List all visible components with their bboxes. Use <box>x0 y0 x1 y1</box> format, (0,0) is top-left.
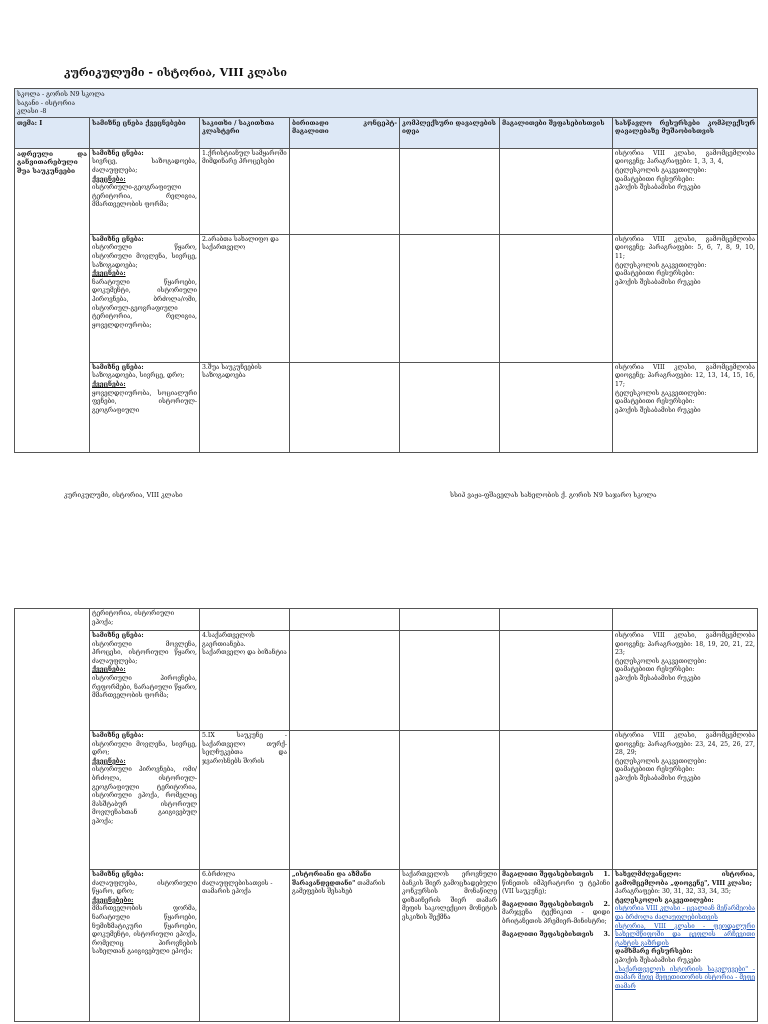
concept-label: სამიზნე ცნება: <box>92 871 144 878</box>
resource-book: ისტორია VIII კლასი, გამომცემლობა დიოგენე; პარაგრაფები: 23, 24, 25, 26, 27, 28, 29; <box>615 732 755 757</box>
issue-cell: 2.არაბთა სახალიფო და საქართველო <box>200 234 290 362</box>
task-cell <box>400 631 500 731</box>
resource-maps: ეპოქის შესაბამისი რუკები <box>615 406 701 414</box>
eval-item-3 <box>502 931 610 940</box>
eval-number: 3. <box>603 930 610 938</box>
footer-right: სსიპ ვაჟა-ფშაველას სახელობის ქ. გორის N9 საჯარო სკოლა <box>450 491 657 499</box>
concept-text: ძალაუფლება, ისტორიული წყარო, დრო; <box>92 879 197 896</box>
concept-label: სამიზნე ცნება: <box>92 235 144 243</box>
curriculum-table-page2 <box>14 608 758 1022</box>
resource-cell <box>613 234 758 362</box>
resource-tv: ტელესკოლის გაკვეთილები: <box>615 657 707 665</box>
eval-label: მაგალითი შეფასებისთვის <box>502 871 594 878</box>
sub-text: მმართველობის ფორმა, ნარატიული წყაროები, ნუმიზმატიკური წყაროები, დოკუმენტი, ისტორიული ეპოქა, რომელიც პიროვნების სახელთან გაიგივებული ეპოქა; <box>92 905 197 956</box>
key-cell <box>290 731 400 870</box>
key-concept-title: „ისტორიანი და აზმანი შარავანდედთანი" <box>292 871 372 887</box>
resource-tv-label: ტელესკოლის გაკვეთილები: <box>615 896 714 904</box>
eval-label: მაგალითი შეფასებისთვის <box>502 930 594 938</box>
resource-extra: დამატებითი რესურსები: <box>615 175 695 183</box>
concept-text: საზოგადოება, სივრცე, დრო; <box>92 372 185 380</box>
resource-tv: ტელესკოლის გაკვეთილები: <box>615 389 707 397</box>
resource-add-label: დამხმარე რესურსები: <box>615 948 693 956</box>
eval-cell <box>500 609 613 631</box>
table-row <box>15 609 758 631</box>
table-row <box>15 631 758 731</box>
document-title: კურიკულუმი - ისტორია, VIII კლასი <box>64 66 287 79</box>
resource-book: ისტორია VIII კლასი, გამომცემლობა დიოგენე; პარაგრაფები: 18, 19, 20, 21, 22, 23; <box>615 632 755 657</box>
subject-name: საგანი - ისტორია <box>17 98 75 107</box>
header-task: კომპლექსური დავალების იდეა <box>400 117 500 148</box>
resource-book: ისტორია VIII კლასი, გამომცემლობა დიოგენე; პარაგრაფები: 1, 3, 3, 4, <box>615 149 755 166</box>
footer-left: კურიკულუმი, ისტორია, VIII კლასი <box>64 491 183 499</box>
resource-pages: პარაგრაფები: 30, 31, 32, 33, 34, 35; <box>615 888 731 896</box>
task-cell <box>400 731 500 870</box>
resource-tv: ტელესკოლის გაკვეთილები: <box>615 166 707 174</box>
resource-tv: ტელესკოლის გაკვეთილები: <box>615 757 707 765</box>
table-row <box>15 870 758 1022</box>
school-info <box>15 89 758 118</box>
sub-label: ქვეცნება: <box>92 380 126 388</box>
concept-cell <box>90 362 200 452</box>
sub-label: ქვეცნება: <box>92 666 126 674</box>
eval-number: 1. <box>603 871 610 878</box>
header-issue: საკითხი / საკითხთა კლასტერი <box>200 117 290 148</box>
school-info-row <box>15 89 758 118</box>
key-cell <box>290 234 400 362</box>
concept-text: სივრცე, საზოგადოება, ძალაუფლება; <box>92 158 197 174</box>
key-cell <box>290 870 400 1022</box>
concept-label: სამიზნე ცნება: <box>92 149 144 157</box>
issue-cell: 5.IX საუკუნე - საქართველო თურქ-სელჩუკებთა და ჯვაროსნებს შორის <box>200 731 290 870</box>
issue-cell <box>200 609 290 631</box>
concept-label: სამიზნე ცნება: <box>92 732 144 739</box>
sub-text: ისტორიული-გეოგრაფიული ტერიტორია, რელიგია, მმართველობის ფორმა; <box>92 184 197 209</box>
key-cell <box>290 362 400 452</box>
task-cell <box>400 362 500 452</box>
school-name: სკოლა - გორის N9 სკოლა <box>17 90 105 98</box>
concept-text: ისტორიული წყარო, ისტორიული მოვლენა, სივრცე, საზოგადოება; <box>92 244 197 269</box>
sub-text: ისტორიული პიროვნება, რეფორმები, ნარატიული წყარო, მმართველობის ფორმა; <box>92 674 197 700</box>
resource-maps: ეპოქის შესაბამისი რუკები <box>615 278 701 286</box>
eval-item-2 <box>502 901 610 927</box>
issue-cell: 6.ბრძოლა ძალაუფლებისათვის - თამარის ეპოქა <box>200 870 290 1022</box>
key-concept-text: თამარის გამეფების შესახებ <box>292 879 386 896</box>
table-row <box>15 148 758 234</box>
sub-label: ქვეცნება: <box>92 270 126 278</box>
eval-label: მაგალითი შეფასებისთვის <box>502 900 594 908</box>
sub-label: ქვეცნება: <box>92 757 126 765</box>
eval-cell <box>500 148 613 234</box>
resource-extra: დამატებითი რესურსები: <box>615 666 695 674</box>
eval-cell <box>500 234 613 362</box>
table-row <box>15 362 758 452</box>
topic-cell: ადრეული და განვითარებული შუა საუკუნეები <box>15 148 90 452</box>
resource-link[interactable]: ისტორია, VIII კლასი - ფეოდალური სახელმწიფოში და ცეფლის არჩევითი ტახტის გაზრდის <box>615 922 755 947</box>
resource-cell <box>613 631 758 731</box>
issue-cell: 1.ქრისტიანულ სამყაროში მიმდინარე პროცესები <box>200 148 290 234</box>
header-resources: სასწავლო რესურსები კომპლექსურ დავალებაზე მუშაობისთვის <box>613 117 758 148</box>
resource-maps: ეპოქის შესაბამისი რუკები <box>615 184 701 192</box>
task-cell <box>400 609 500 631</box>
resource-extra: დამატებითი რესურსები: <box>615 398 695 406</box>
eval-cell <box>500 631 613 731</box>
resource-book: ისტორია VIII კლასი, გამომცემლობა დიოგენე; პარაგრაფები: 12, 13, 14, 15, 16, 17; <box>615 363 755 388</box>
concept-cell <box>90 870 200 1022</box>
key-cell <box>290 631 400 731</box>
resource-maps: ეპოქის შესაბამისი რუკები <box>615 956 701 964</box>
resource-link[interactable]: ისტორია VIII კლასი - ცვალიან მეწარმეობა და ბრძოლა ძალაუფლებისთვის <box>615 905 755 921</box>
table-header-row <box>15 117 758 148</box>
sub-label: ქვეცნებები: <box>92 896 134 904</box>
resource-extra: დამატებითი რესურსები: <box>615 270 695 278</box>
header-topic: თემა: I <box>15 117 90 148</box>
resource-tv: ტელესკოლის გაკვეთილები: <box>615 261 707 269</box>
table-row <box>15 234 758 362</box>
concept-cell: ტერიტორია, ისტორიული ეპოქა; <box>90 609 200 631</box>
sub-label: ქვეცნება: <box>92 175 126 183</box>
eval-text: წინეთის იმპერატორი უ ტეპინი (VII საუკუნე); <box>502 879 610 896</box>
header-key-concept: ბირითადი კონცეპტ-მაგალითი <box>290 117 400 148</box>
eval-cell <box>500 870 613 1022</box>
eval-item-1 <box>502 871 610 897</box>
resource-cell <box>613 870 758 1022</box>
task-cell: საქართველოს ეროვნული ბანკის შიერ გამოცხადებული კონკურსის მონაწილე დიზაინერის შიერ თამარ მეფის საკოლექციო მონეტის ესკიზის შექმნა <box>400 870 500 1022</box>
concept-text: ისტორიული მოვლენა, სივრცე, დრო; <box>92 740 197 757</box>
concept-label: სამიზნე ცნება: <box>92 363 144 371</box>
issue-cell: 4.საქართველოს გაერთიანება. საქართველო და ბიზანტია <box>200 631 290 731</box>
resource-cell <box>613 609 758 631</box>
resource-cell <box>613 148 758 234</box>
header-eval: მაგალითები შეფასებისთვის <box>500 117 613 148</box>
resource-link[interactable]: „საქართველოს ისტორიის საკვლევები" - თამარ მეფე მეფეთითორის ისტორია - მეფე თამარ <box>615 965 755 990</box>
concept-cell <box>90 148 200 234</box>
sub-text: ისტორიული პიროვნება, ომი/ბრძოლა, ისტორიულ-გეოგრაფიული ტერიტორია, ისტორიული ეპოქა, რომელიც მასშტაბურ ისტორიულ მოვლენასთან გაიგივებულ ეპოქა; <box>92 766 197 825</box>
topic-cell-continued <box>15 609 90 1022</box>
issue-cell: 3.შუა საუკუნეების საზოგადოება <box>200 362 290 452</box>
resource-book: ისტორია VIII კლასი, გამომცემლობა დიოგენე; პარაგრაფები: 5, 6, 7, 8, 9, 10, 11; <box>615 235 755 260</box>
resource-cell <box>613 362 758 452</box>
header-concept: სამიზნე ცნება ქვეცნებები <box>90 117 200 148</box>
sub-text: ყოველდღიურობა, სოციალური ფენები, ისტორიულ-გეოგრაფიული <box>92 389 197 414</box>
task-cell <box>400 148 500 234</box>
concept-cell <box>90 234 200 362</box>
eval-cell <box>500 362 613 452</box>
concept-cell <box>90 731 200 870</box>
resource-extra: დამატებითი რესურსები: <box>615 766 695 774</box>
curriculum-table-page1 <box>14 88 758 453</box>
eval-number: 2. <box>603 900 610 908</box>
resource-cell <box>613 731 758 870</box>
concept-label: სამიზნე ცნება: <box>92 632 144 639</box>
concept-text: ისტორიული მოვლენა, პროცესი, ისტორიული წყარო, ძალაუფლება; <box>92 640 197 665</box>
eval-text: მარჯვენა ტექნიკით - დიდი ბრიტანეთის პრემიერ-მინისტრი; <box>502 909 610 925</box>
key-cell <box>290 609 400 631</box>
concept-cell <box>90 631 200 731</box>
resource-maps: ეპოქის შესაბამისი რუკები <box>615 774 701 782</box>
task-cell <box>400 234 500 362</box>
grade-name: კლასი -8 <box>17 107 47 116</box>
key-cell <box>290 148 400 234</box>
resource-maps: ეპოქის შესაბამისი რუკები <box>615 674 701 682</box>
sub-text: ნარატიული წყაროები, დოკუმენტი, ისტორიული პიროვნება, ბრძოლა/ომი, ისტორიულ-გეოგრაფიული ტერიტორია, რელიგია, ყოველდღიურობა; <box>92 278 197 329</box>
resource-textbook: სახელმძღვანელო: ისტორია, გამომცემლობა „დიოგენე", VIII კლასი; <box>615 871 755 887</box>
table-row <box>15 731 758 870</box>
eval-cell <box>500 731 613 870</box>
